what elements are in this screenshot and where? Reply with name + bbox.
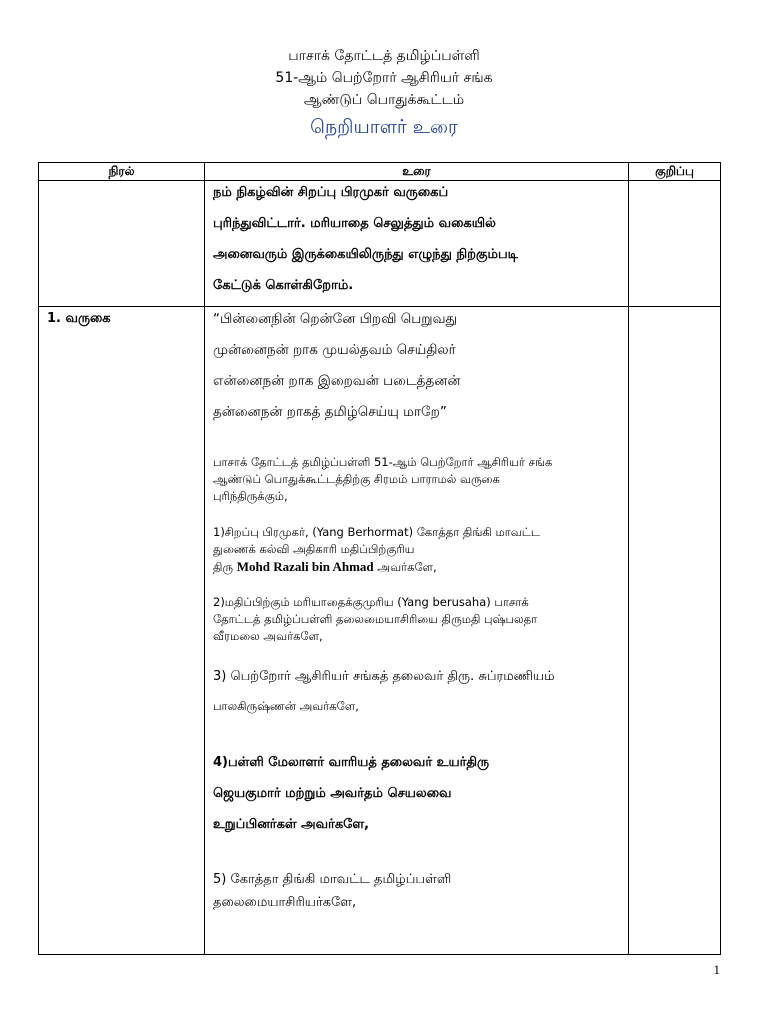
poem-line: என்னைநன் றாக இறைவன் படைத்தனன்	[213, 373, 461, 389]
intro-line: ஆண்டுப் பொதுக்கூட்டத்திற்கு சிரமம் பாராமல் வருகை	[213, 472, 500, 486]
speech-cell	[205, 181, 629, 307]
intro-line: பாசாக் தோட்டத் தமிழ்ப்பள்ளி 51-ஆம் பெற்றோர் ஆசிரியர் சங்க	[213, 455, 553, 469]
intro-line: புரிந்திருக்கும்,	[213, 489, 288, 503]
guest-4-line: 4)பள்ளி மேலாளர் வாரியத் தலைவர் உயர்திரு	[213, 755, 490, 770]
col-header-notes: குறிப்பு	[629, 163, 721, 181]
speech-line: நம் நிகழ்வின் சிறப்பு பிரமுகர் வருகைப்	[213, 185, 449, 200]
speech-line: அனைவரும் இருக்கையிலிருந்து எழுந்து நிற்கும்படி	[213, 247, 518, 262]
page-number: 1	[713, 962, 720, 977]
program-table	[38, 162, 721, 955]
document-title: நெறியாளர் உரை	[310, 116, 458, 138]
table-header-row	[39, 163, 721, 181]
poem-line: முன்னைநன் றாக முயல்தவம் செய்திலர்	[213, 342, 456, 358]
guest-2-line: தோட்டத் தமிழ்ப்பள்ளி தலைமையாசிரியை திருமதி புஷ்பலதா	[213, 612, 538, 626]
guest-5-line: தலைமையாசிரியர்களே,	[213, 895, 357, 910]
guest-1-prefix: திரு	[213, 560, 237, 574]
guest-2-line: 2)மதிப்பிற்கும் மரியாதைக்குமுரிய (Yang berusaha) பாசாக்	[213, 595, 529, 609]
speech-line: கேட்டுக் கொள்கிறோம்.	[213, 278, 354, 293]
meeting-number: 51-ஆம் பெற்றோர் ஆசிரியர் சங்க	[275, 70, 493, 86]
poem-line: தன்னைநன் றாகத் தமிழ்செய்யு மாறே”	[213, 404, 447, 420]
program-cell	[39, 181, 205, 307]
guest-3-line: 3) பெற்றோர் ஆசிரியர் சங்கத் தலைவர் திரு. சுப்ரமணியம்	[213, 669, 555, 684]
speech-line: புரிந்துவிட்டார். மரியாதை செலுத்தும் வகையில்	[213, 216, 496, 231]
notes-cell	[629, 181, 721, 307]
guest-1-suffix: அவர்களே,	[373, 560, 437, 574]
meeting-type: ஆண்டுப் பொதுக்கூட்டம்	[303, 92, 465, 108]
col-header-speech: உரை	[205, 163, 629, 181]
guest-4-line: ஜெயகுமார் மற்றும் அவர்தம் செயலவை	[213, 786, 452, 801]
program-item-arrival: 1. வருகை	[47, 311, 111, 326]
notes-cell	[629, 307, 721, 955]
guest-4-line: உறுப்பினர்கள் அவர்களே,	[213, 817, 370, 832]
guest-1-name: Mohd Razali bin Ahmad	[236, 559, 374, 574]
guest-2-line: வீரமலை அவர்களே,	[213, 629, 323, 643]
guest-3-line: பாலகிருஷ்ணன் அவர்களே,	[213, 699, 359, 713]
col-header-program: நிரல்	[39, 163, 205, 181]
table-row	[39, 181, 721, 307]
guest-1-name-line	[213, 559, 437, 576]
guest-1-line: துணைக் கல்வி அதிகாரி மதிப்பிற்குரிய	[213, 542, 415, 556]
table-row	[39, 307, 721, 955]
school-name: பாசாக் தோட்டத் தமிழ்ப்பள்ளி	[288, 48, 480, 64]
guest-1-line: 1)சிறப்பு பிரமுகர், (Yang Berhormat) கோத்தா திங்கி மாவட்ட	[213, 525, 541, 539]
poem-line: “பின்னைநின் றென்னே பிறவி பெறுவது	[213, 311, 458, 327]
program-cell	[39, 307, 205, 955]
speech-cell	[205, 307, 629, 955]
guest-5-line: 5) கோத்தா திங்கி மாவட்ட தமிழ்ப்பள்ளி	[213, 872, 452, 887]
